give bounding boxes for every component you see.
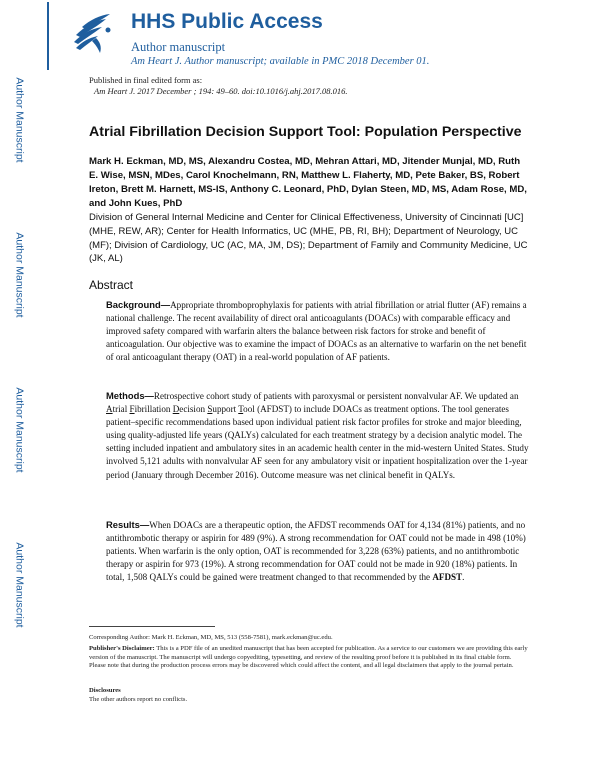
abstract-methods: Methods—Retrospective cohort study of patients with paroxysmal or persistent nonvalvular AF. We updated an Atrial Fibrillation Decision Support Tool (AFDST) to include DOACs as treatment options. The tool generates patient–specific recommendations based upon individual patient risk factor profiles for stroke and major bleeding, using quality-adjusted life years (QALYs) calculated for each treatment strategy by a decision analytic model. The setting included inpatient and ambulatory sites in an academic health center in the mid-western United States. Study involved 5,121 adults with nonvalvular AF seen for any ambulatory visit or inpatient hospitalization over the 1-year period (January through December 2016). Outcome measure was net clinical benefit in QALYs. (106, 390, 529, 480)
hhs-eagle-icon (68, 8, 118, 58)
disclosures-text: The other authors report no conflicts. (89, 695, 188, 703)
side-label-author-manuscript-4: Author Manuscript (14, 542, 26, 628)
abstract-heading: Abstract (89, 278, 134, 292)
results-label: Results— (106, 519, 150, 530)
side-label-author-manuscript-1: Author Manuscript (14, 77, 26, 163)
pub-info-line2: Am Heart J. 2017 December ; 194: 49–60. doi:10.1016/j.ahj.2017.08.016. (94, 86, 348, 96)
side-label-author-manuscript-3: Author Manuscript (14, 387, 26, 473)
publication-info (89, 75, 348, 97)
background-text: Appropriate thromboprophylaxis for patients with atrial fibrillation or atrial flutter (AF) remains a national challenge. The recent availability of direct oral anticoagulants (DOACs) with comparable efficacy and improved safety compared with warfarin alters the balance between risk factors for stroke and benefit of anticoagulation. Our objective was to examine the impact of DOACs as an alternative to warfarin on the net benefit of oral anticoagulant therapy (OAT) in a real-world population of AF patients. (106, 300, 527, 363)
abstract-background (106, 298, 536, 364)
hhs-title: HHS Public Access (131, 10, 323, 33)
affiliation: Division of General Internal Medicine and Center for Clinical Effectiveness, University of Cincinnati [UC] (MHE, REW, AR); Center for Health Informatics, UC (MHE, PB, RI, BH); Department of Neurology, UC (MF); Division of Cardiology, UC (AC, MA, JM, DS); Department of Family and Community Medicine, UC (JK, AL) (89, 212, 528, 265)
disclosures (89, 687, 529, 704)
article-title: Atrial Fibrillation Decision Support Tool: Population Perspective (89, 124, 522, 140)
side-label-author-manuscript-2: Author Manuscript (14, 232, 26, 318)
hhs-subtitle: Author manuscript (131, 40, 226, 54)
header-divider (47, 2, 49, 70)
pub-info-line1: Published in final edited form as: (89, 75, 203, 85)
corresponding-author: Corresponding Author: Mark H. Eckman, MD, MS, 513 (558-7581), mark.eckman@uc.edu. (89, 634, 333, 641)
publisher-disclaimer: Publisher's Disclaimer: This is a PDF file of an unedited manuscript that has been accepted for publication. As a service to our customers we are providing this early version of the manuscript. The manuscript will undergo copyediting, typesetting, and review of the resulting proof before it is published in its final citable form. Please note that during the production process errors may be discovered which could affect the content, and all legal disclaimers that apply to the journal pertain. (89, 645, 528, 670)
methods-label: Methods— (106, 390, 154, 401)
footnote-divider (89, 626, 215, 627)
author-list: Mark H. Eckman, MD, MS, Alexandru Costea, MD, Mehran Attari, MD, Jitender Munjal, MD, Ruth E. Wise, MSN, MDes, Carol Knochelmann, RN, Matthew L. Flaherty, MD, Pete Baker, BS, Robert Ireton, Brett M. Harnett, MS-IS, Anthony C. Leonard, PhD, Dylan Steen, MD, MS, Adam Rose, MD, and John Kues, PhD (89, 156, 527, 209)
disclosures-label: Disclosures (89, 687, 121, 694)
hhs-citation: Am Heart J. Author manuscript; available in PMC 2018 December 01. (131, 56, 430, 67)
abstract-results: Results—When DOACs are a therapeutic option, the AFDST recommends OAT for 4,134 (81%) patients, and no antithrombotic therapy or aspirin for 489 (9%). A strong recommendation for OAT could not be made in 498 (10%) patients. When warfarin is the only option, OAT is recommended for 3,228 (63%) patients, and no antithrombotic therapy or aspirin for 973 (19%). A strong recommendation for OAT could not be made in 920 (18%) patients. In total, 1,508 QALYs could be gained were treatment changed to that recommended by the AFDST. (106, 519, 526, 583)
background-label: Background— (106, 299, 171, 310)
